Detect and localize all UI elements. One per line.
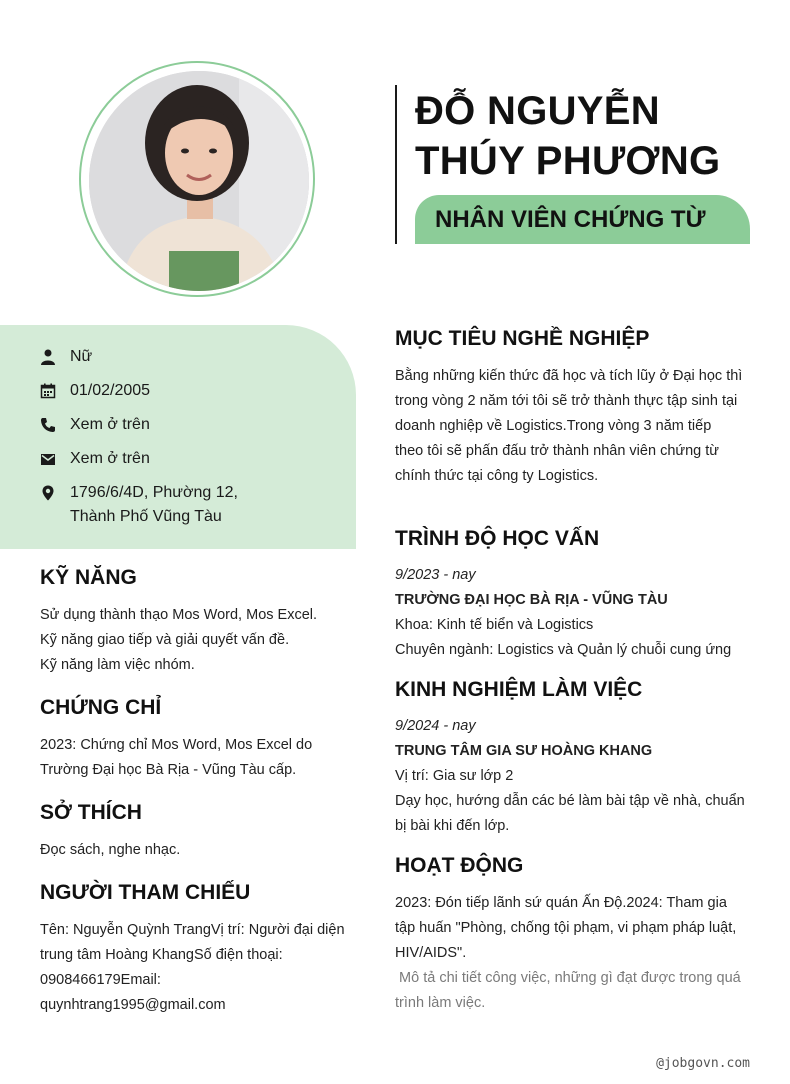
person-icon [40,349,56,365]
phone-value: Xem ở trên [70,416,150,433]
education-heading: TRÌNH ĐỘ HỌC VẤN [395,527,600,550]
activity-line: HIV/AIDS". [395,945,467,961]
contact-panel [0,325,356,549]
education-school: TRƯỜNG ĐẠI HỌC BÀ RỊA - VŨNG TÀU [395,592,668,608]
reference-line: 0908466179Email: [40,972,161,988]
avatar-photo [89,71,309,291]
name-line-1: ĐỖ NGUYỄN [415,89,660,133]
reference-line: trung tâm Hoàng KhangSố điện thoại: [40,947,283,963]
experience-body [395,714,745,839]
footer-watermark: @jobgovn.com [656,1056,750,1071]
experience-desc-line: Dạy học, hướng dẫn các bé làm bài tập về nhà, chuẩn [395,793,745,809]
objective-line: theo tôi sẽ phấn đấu trở thành nhân viên chứng từ [395,443,719,459]
reference-line: quynhtrang1995@gmail.com [40,997,226,1013]
name-accent-bar [395,85,397,244]
experience-desc-line: bị bài khi đến lớp. [395,818,510,834]
activity-line: tập huấn "Phòng, chống tội phạm, vi phạm pháp luật, [395,920,737,936]
certificate-line: 2023: Chứng chỉ Mos Word, Mos Excel do [40,737,313,753]
skill-line: Kỹ năng làm việc nhóm. [40,657,195,673]
certificates-heading: CHỨNG CHỈ [40,696,162,719]
experience-position: Vị trí: Gia sư lớp 2 [395,768,514,784]
hobbies-body [40,838,180,863]
objective-line: Bằng những kiến thức đã học và tích lũy ở Đại học thì [395,368,743,384]
references-body [40,918,345,1018]
name-line-2: THÚY PHƯƠNG [415,139,721,183]
activity-placeholder-line: Mô tả chi tiết công việc, những gì đạt được trong quá [395,970,741,986]
skill-line: Kỹ năng giao tiếp và giải quyết vấn đề. [40,632,290,648]
skills-heading: KỸ NĂNG [40,566,137,589]
skill-line: Sử dụng thành thạo Mos Word, Mos Excel. [40,607,318,623]
phone-icon [40,417,56,433]
skills-body [40,603,317,678]
hobby-line: Đọc sách, nghe nhạc. [40,842,181,858]
avatar [89,71,309,291]
reference-line: Tên: Nguyễn Quỳnh TrangVị trí: Người đại diện [40,922,345,938]
education-major: Chuyên ngành: Logistics và Quản lý chuỗi cung ứng [395,642,732,658]
job-title: NHÂN VIÊN CHỨNG TỪ [415,195,750,244]
address-line-2: Thành Phố Vũng Tàu [70,508,222,525]
education-date: 9/2023 - nay [395,567,476,583]
experience-date: 9/2024 - nay [395,718,476,734]
email-value: Xem ở trên [70,450,150,467]
education-body [395,563,731,663]
experience-company: TRUNG TÂM GIA SƯ HOÀNG KHANG [395,743,653,759]
birthdate-value: 01/02/2005 [70,382,151,399]
objective-line: doanh nghiệp về Logistics.Trong vòng 3 năm tiếp [395,418,712,434]
gender-value: Nữ [70,348,93,365]
objective-heading: MỤC TIÊU NGHỀ NGHIỆP [395,327,650,350]
certificates-body [40,733,312,783]
location-pin-icon [40,485,56,501]
objective-line: trong vòng 2 năm tới tôi sẽ trở thành thực tập sinh tại [395,393,738,409]
activities-heading: HOẠT ĐỘNG [395,854,524,877]
mail-icon [40,451,56,467]
objective-body [395,364,742,489]
certificate-line: Trường Đại học Bà Rịa - Vũng Tàu cấp. [40,762,297,778]
objective-line: chính thức tại công ty Logistics. [395,468,599,484]
activity-line: 2023: Đón tiếp lãnh sứ quán Ấn Độ.2024: Tham gia [395,895,727,911]
references-heading: NGƯỜI THAM CHIẾU [40,881,251,904]
address-line-1: 1796/6/4D, Phường 12, [70,484,238,501]
activity-placeholder-line: trình làm việc. [395,995,486,1011]
experience-heading: KINH NGHIỆM LÀM VIỆC [395,678,643,701]
candidate-name [415,86,720,186]
education-faculty: Khoa: Kinh tế biển và Logistics [395,617,594,633]
hobbies-heading: SỞ THÍCH [40,801,142,824]
activities-body [395,891,741,1016]
calendar-icon [40,383,56,399]
